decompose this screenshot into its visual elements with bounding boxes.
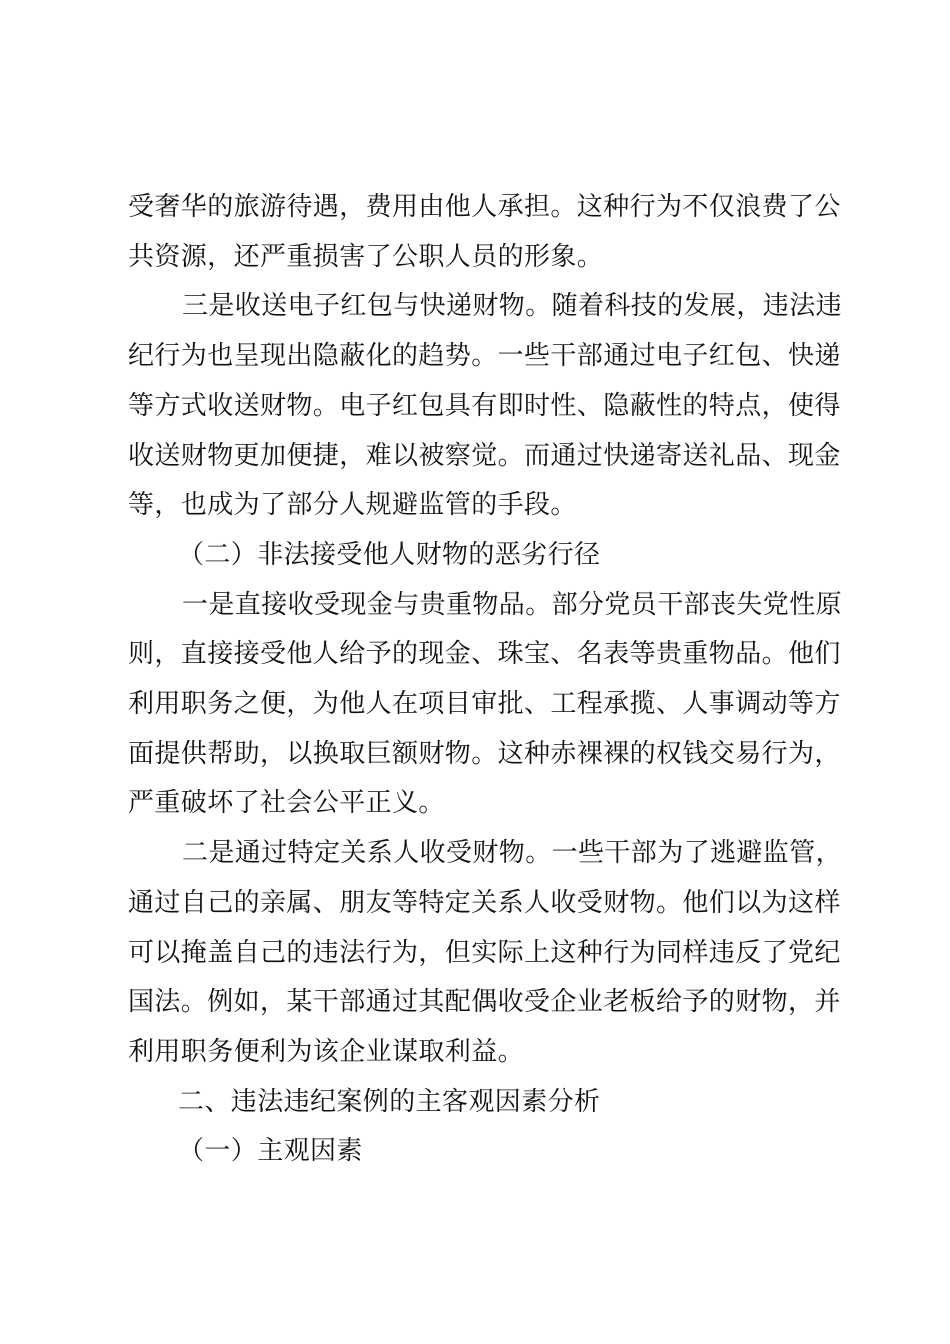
text-line: 等方式收送财物。电子红包具有即时性、隐蔽性的特点，使得 <box>128 390 841 421</box>
text-line: 则，直接接受他人给予的现金、珠宝、名表等贵重物品。他们 <box>128 639 841 670</box>
text-line: 共资源，还严重损害了公职人员的形象。 <box>128 241 604 272</box>
text-line: 纪行为也呈现出隐蔽化的趋势。一些干部通过电子红包、快递 <box>128 341 841 372</box>
text-line: 通过自己的亲属、朋友等特定关系人收受财物。他们以为这样 <box>128 887 841 918</box>
text-line: 严重破坏了社会公平正义。 <box>128 788 445 819</box>
text-line: 面提供帮助，以换取巨额财物。这种赤裸裸的权钱交易行为， <box>128 738 841 769</box>
paragraph-electronic-red-envelopes <box>128 282 843 531</box>
subheading-text: （一）主观因素 <box>178 1136 363 1167</box>
text-line: 等，也成为了部分人规避监管的手段。 <box>128 490 577 521</box>
section-heading-factor-analysis <box>128 1078 832 1128</box>
subheading-illegal-acceptance <box>128 531 832 581</box>
paragraph-specific-relations <box>128 829 843 1078</box>
text-line: 受奢华的旅游待遇，费用由他人承担。这种行为不仅浪费了公 <box>128 192 841 222</box>
section-heading-text: 二、违法违纪案例的主客观因素分析 <box>178 1086 601 1117</box>
text-line: 三是收送电子红包与快递财物。随着科技的发展，违法违 <box>182 291 843 322</box>
paragraph-cash-and-valuables <box>128 581 843 830</box>
text-line: 利用职务之便，为他人在项目审批、工程承揽、人事调动等方 <box>128 689 841 720</box>
document-page <box>128 183 843 1177</box>
text-line: 利用职务便利为该企业谋取利益。 <box>128 1036 525 1067</box>
text-line: 收送财物更加便捷，难以被察觉。而通过快递寄送礼品、现金 <box>128 440 841 471</box>
text-line: 国法。例如，某干部通过其配偶收受企业老板给予的财物，并 <box>128 987 841 1018</box>
text-line: 可以掩盖自己的违法行为，但实际上这种行为同样违反了党纪 <box>128 937 841 968</box>
subheading-text: （二）非法接受他人财物的恶劣行径 <box>178 539 601 570</box>
text-line: 二是通过特定关系人收受财物。一些干部为了逃避监管， <box>182 838 843 869</box>
subheading-subjective-factors <box>128 1127 832 1177</box>
paragraph-continuation <box>128 183 841 282</box>
text-line: 一是直接收受现金与贵重物品。部分党员干部丧失党性原 <box>182 589 843 620</box>
